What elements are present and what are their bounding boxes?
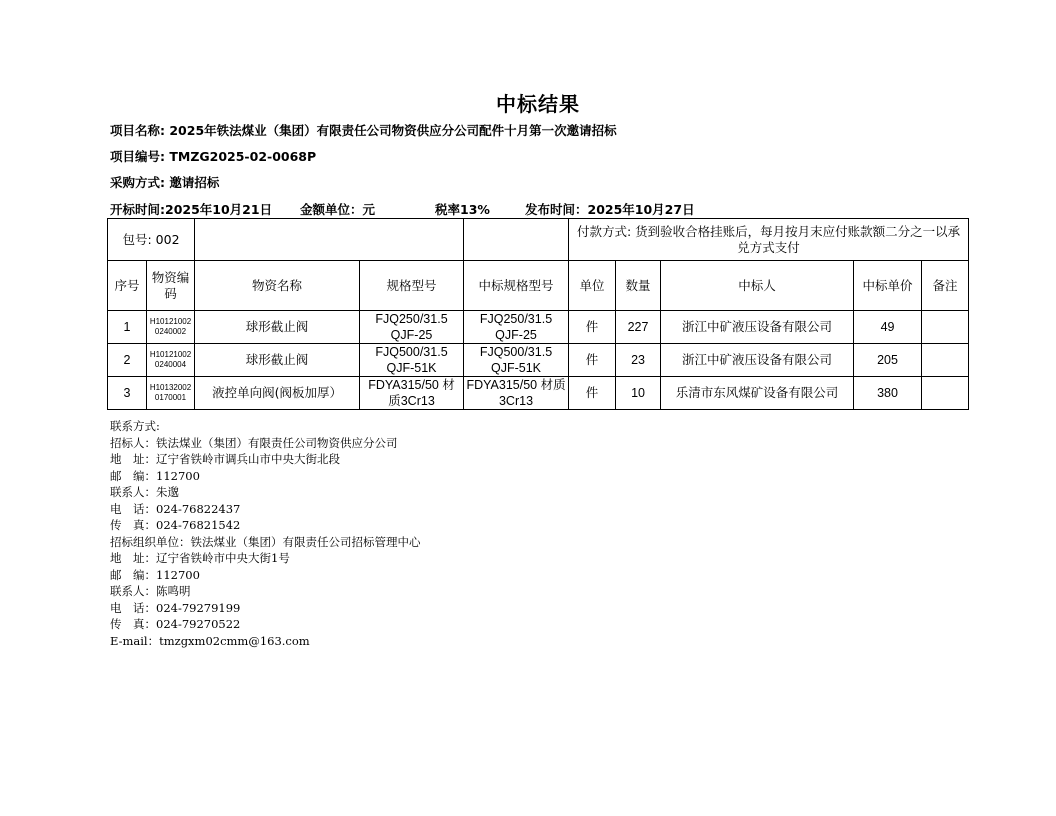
cell-price: 49 bbox=[854, 311, 922, 344]
header-code: 物资编码 bbox=[147, 261, 195, 311]
contact-email[interactable]: E-mail：tmzgxm02cmm@163.com bbox=[110, 633, 310, 648]
cell-price: 380 bbox=[854, 377, 922, 410]
publish-time: 发布时间：2025年10月27日 bbox=[525, 202, 695, 217]
header-qty: 数量 bbox=[616, 261, 661, 311]
cell-seq: 2 bbox=[108, 344, 147, 377]
contact-line: 电 话：024-79279199 bbox=[110, 600, 241, 615]
purchase-method: 采购方式: 邀请招标 bbox=[110, 175, 220, 190]
tax-rate: 税率13% bbox=[435, 202, 490, 217]
page-title: 中标结果 bbox=[496, 92, 580, 116]
cell-name: 球形截止阀 bbox=[195, 344, 360, 377]
cell-winner: 浙江中矿液压设备有限公司 bbox=[661, 311, 854, 344]
contact-line: 邮 编：112700 bbox=[110, 567, 200, 582]
header-seq: 序号 bbox=[108, 261, 147, 311]
cell-win-spec: FJQ250/31.5 QJF-25 bbox=[464, 311, 569, 344]
cell-seq: 1 bbox=[108, 311, 147, 344]
header-name: 物资名称 bbox=[195, 261, 360, 311]
table-row bbox=[108, 344, 969, 377]
header-row bbox=[108, 261, 969, 311]
cell-spec: FJQ500/31.5 QJF-51K bbox=[360, 344, 464, 377]
cell-qty: 23 bbox=[616, 344, 661, 377]
cell-winner: 乐清市东风煤矿设备有限公司 bbox=[661, 377, 854, 410]
cell-win-spec: FDYA315/50 材质3Cr13 bbox=[464, 377, 569, 410]
cell-remark bbox=[922, 311, 969, 344]
contact-line: 地 址：辽宁省铁岭市中央大街1号 bbox=[110, 551, 290, 565]
contact-heading: 联系方式: bbox=[110, 419, 160, 433]
cell-qty: 10 bbox=[616, 377, 661, 410]
open-time: 开标时间:2025年10月21日 bbox=[110, 202, 273, 217]
header-winner: 中标人 bbox=[661, 261, 854, 311]
project-number: 项目编号: TMZG2025-02-0068P bbox=[110, 149, 317, 164]
contact-line: 招标人：铁法煤业（集团）有限责任公司物资供应分公司 bbox=[110, 435, 398, 450]
header-win-spec: 中标规格型号 bbox=[464, 261, 569, 311]
cell-unit: 件 bbox=[569, 344, 616, 377]
contact-line: 传 真：024-79270522 bbox=[110, 617, 241, 631]
cell-win-spec: FJQ500/31.5 QJF-51K bbox=[464, 344, 569, 377]
package-number: 包号: 002 bbox=[108, 219, 195, 261]
contact-line: 招标组织单位：铁法煤业（集团）有限责任公司招标管理中心 bbox=[110, 534, 421, 549]
cell-name: 液控单向阀(阀板加厚） bbox=[195, 377, 360, 410]
cell-code: H101210020240002 bbox=[147, 311, 195, 344]
results-table bbox=[107, 218, 969, 410]
cell-qty: 227 bbox=[616, 311, 661, 344]
contact-line: 传 真：024-76821542 bbox=[110, 518, 241, 532]
empty-cell bbox=[195, 219, 464, 261]
payment-terms: 付款方式: 货到验收合格挂账后，每月按月末应付账款额二分之一以承兑方式支付 bbox=[569, 219, 969, 261]
package-row bbox=[108, 219, 969, 261]
cell-remark bbox=[922, 377, 969, 410]
amount-unit: 金额单位：元 bbox=[300, 202, 376, 217]
empty-cell bbox=[464, 219, 569, 261]
cell-unit: 件 bbox=[569, 311, 616, 344]
header-spec: 规格型号 bbox=[360, 261, 464, 311]
cell-code: H101320020170001 bbox=[147, 377, 195, 410]
header-price: 中标单价 bbox=[854, 261, 922, 311]
cell-spec: FDYA315/50 材质3Cr13 bbox=[360, 377, 464, 410]
cell-unit: 件 bbox=[569, 377, 616, 410]
project-name: 项目名称: 2025年铁法煤业（集团）有限责任公司物资供应分公司配件十月第一次邀请招标 bbox=[110, 123, 617, 138]
cell-spec: FJQ250/31.5 QJF-25 bbox=[360, 311, 464, 344]
table-row bbox=[108, 377, 969, 410]
cell-name: 球形截止阀 bbox=[195, 311, 360, 344]
cell-winner: 浙江中矿液压设备有限公司 bbox=[661, 344, 854, 377]
cell-seq: 3 bbox=[108, 377, 147, 410]
header-remark: 备注 bbox=[922, 261, 969, 311]
contact-line: 邮 编：112700 bbox=[110, 468, 200, 483]
contact-line: 电 话：024-76822437 bbox=[110, 501, 241, 516]
cell-remark bbox=[922, 344, 969, 377]
contact-line: 联系人：朱邈 bbox=[110, 485, 179, 499]
contact-line: 地 址：辽宁省铁岭市调兵山市中央大街北段 bbox=[110, 452, 340, 466]
table-row bbox=[108, 311, 969, 344]
header-unit: 单位 bbox=[569, 261, 616, 311]
cell-price: 205 bbox=[854, 344, 922, 377]
contact-line: 联系人：陈鸣明 bbox=[110, 584, 191, 598]
cell-code: H101210020240004 bbox=[147, 344, 195, 377]
contact-block bbox=[110, 418, 421, 649]
